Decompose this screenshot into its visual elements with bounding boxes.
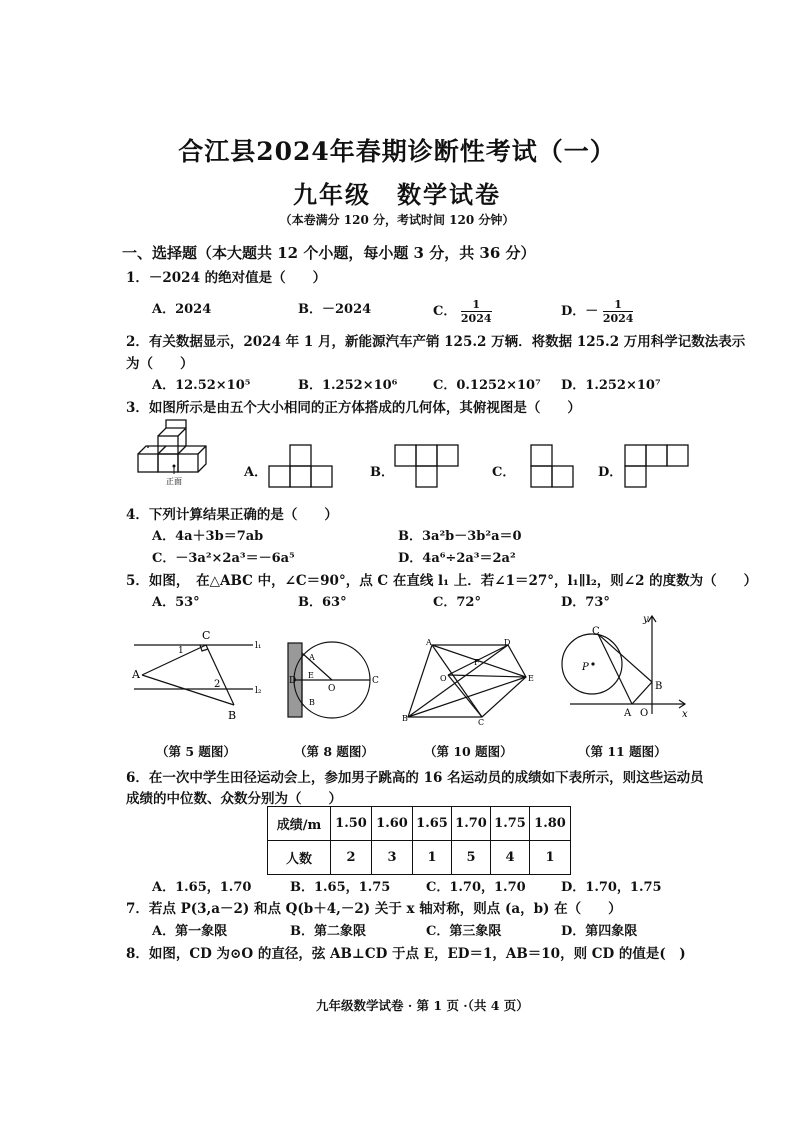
section-title: 一、选择题（本大题共 12 个小题，每小题 3 分，共 36 分） <box>122 244 536 262</box>
fig5-label-b: B <box>228 709 237 722</box>
q1-option-d-label: D．－ <box>561 304 599 319</box>
q4-option-c: C．－3a²×2a³＝－6a⁵ <box>152 551 295 566</box>
q3-option-b-label: B． <box>370 465 394 480</box>
table-cell: 1.65 <box>413 807 452 841</box>
q7-option-a: A．第一象限 <box>152 924 228 939</box>
figure-10 <box>398 635 538 725</box>
table-row-count <box>268 841 571 875</box>
question-5: 5．如图， 在△ABC 中，∠C＝90°，点 C 在直线 l₁ 上．若∠1＝27°，l₁∥l₂，则∠2 的度数为（ ） <box>126 573 758 589</box>
fig8-label-a: A <box>309 653 315 662</box>
q4-option-b: B．3a²b－3b²a＝0 <box>398 529 522 544</box>
table-cell: 4 <box>491 841 530 875</box>
fig10-label-b: B <box>402 714 408 723</box>
q2-option-b: B．1.252×10⁶ <box>298 378 398 393</box>
q3-option-c-figure <box>528 443 578 489</box>
q1-option-b: B．－2024 <box>298 302 372 317</box>
fig11-label-y: y <box>643 614 649 625</box>
q1-fraction-c <box>461 298 492 325</box>
table-cell: 1.80 <box>530 807 571 841</box>
q3-option-d-figure <box>622 443 692 489</box>
question-6-line2: 成绩的中位数、众数分别为（ ） <box>126 791 342 807</box>
fig5-label-a: A <box>132 668 140 681</box>
figure-11 <box>560 612 700 722</box>
page-footer: 九年级数学试卷 · 第 1 页 ·（共 4 页） <box>316 998 529 1013</box>
question-1: 1．－2024 的绝对值是（ ） <box>126 270 327 286</box>
q3-option-c-label: C． <box>492 465 516 480</box>
fig10-label-o: O <box>440 674 447 683</box>
fig8-label-b: B <box>309 698 315 707</box>
fig8-label-o: O <box>328 684 336 694</box>
fig11-label-p: P <box>582 662 589 673</box>
question-8: 8．如图，CD 为⊙O 的直径，弦 AB⊥CD 于点 E，ED＝1，AB＝10，则 CD 的值是( ) <box>126 946 686 962</box>
q4-option-a: A．4a＋3b＝7ab <box>152 529 264 544</box>
frac-denominator: 2024 <box>460 312 492 325</box>
q1-fraction-d <box>603 298 634 325</box>
question-3: 3．如图所示是由五个大小相同的正方体搭成的几何体，其俯视图是（ ） <box>126 400 581 416</box>
fig10-label-d: D <box>504 638 511 647</box>
q6-option-b: B．1.65，1.75 <box>290 880 391 895</box>
fig8-label-e: E <box>308 671 314 680</box>
q3-front-label: 正面 <box>166 477 182 486</box>
figure-8 <box>282 635 382 725</box>
figure-5 <box>128 625 268 725</box>
fig11-label-a: A <box>624 708 632 719</box>
exam-title: 合江县2024年春期诊断性考试（一） <box>178 137 616 166</box>
fig5-label-l1: l₁ <box>255 641 262 651</box>
table-cell: 1.75 <box>491 807 530 841</box>
fig10-label-f: F <box>474 658 480 667</box>
question-7: 7．若点 P(3,a－2) 和点 Q(b＋4,－2) 关于 x 轴对称，则点 (a，b) 在（ ） <box>126 901 622 917</box>
fig5-angle-2: 2 <box>214 679 221 690</box>
question-2-line2: 为（ ） <box>126 356 194 372</box>
question-2-line1: 2．有关数据显示，2024 年 1 月，新能源汽车产销 125.2 万辆．将数据 125.2 万用科学记数法表示 <box>126 334 746 350</box>
q7-option-d: D．第四象限 <box>561 924 638 939</box>
question-4: 4．下列计算结果正确的是（ ） <box>126 507 338 523</box>
frac-denominator: 2024 <box>602 312 634 325</box>
fig5-angle-1: 1 <box>178 646 184 656</box>
fig8-label-d: D <box>289 676 297 686</box>
q3-solid-figure <box>128 418 218 488</box>
q2-option-c: C．0.1252×10⁷ <box>433 378 541 393</box>
table-cell: 1 <box>413 841 452 875</box>
table-head-count: 人数 <box>268 841 331 875</box>
fig11-label-o: O <box>640 708 649 719</box>
q6-option-a: A．1.65，1.70 <box>152 880 252 895</box>
fig11-label-x: x <box>682 709 688 720</box>
q5-option-b: B．63° <box>298 595 347 610</box>
fig10-label-e: E <box>528 674 534 683</box>
exam-subtitle: 九年级 数学试卷 <box>293 180 501 209</box>
table-cell: 5 <box>452 841 491 875</box>
fig11-label-b: B <box>655 681 663 692</box>
table-cell: 1 <box>530 841 571 875</box>
table-cell: 1.70 <box>452 807 491 841</box>
exam-note: （本卷满分 120 分，考试时间 120 分钟） <box>279 213 515 227</box>
question-6-line1: 6．在一次中学生田径运动会上，参加男子跳高的 16 名运动员的成绩如下表所示，则这些运动员 <box>126 770 704 786</box>
fig10-label-a: A <box>426 638 432 647</box>
q2-option-d: D．1.252×10⁷ <box>561 378 661 393</box>
q1-option-a: A．2024 <box>152 302 212 317</box>
q5-option-d: D．73° <box>561 595 610 610</box>
q3-option-b-figure <box>392 443 462 489</box>
q2-option-a: A．12.52×10⁵ <box>152 378 251 393</box>
fig5-label-c: C <box>202 629 211 642</box>
caption-fig8: （第 8 题图） <box>294 744 374 759</box>
table-cell: 3 <box>372 841 413 875</box>
q7-option-b: B．第二象限 <box>290 924 366 939</box>
caption-fig11: （第 11 题图） <box>578 744 667 759</box>
fig8-label-c: C <box>372 676 379 686</box>
q7-option-c: C．第三象限 <box>426 924 502 939</box>
table-cell: 2 <box>331 841 372 875</box>
q1-option-d <box>561 298 633 325</box>
q1-option-c-label: C． <box>433 304 457 319</box>
caption-fig10: （第 10 题图） <box>424 744 513 759</box>
table-head-score: 成绩/m <box>268 807 331 841</box>
q6-option-c: C．1.70，1.70 <box>426 880 526 895</box>
scores-table <box>267 806 571 875</box>
q1-option-c <box>433 298 492 325</box>
q5-option-a: A．53° <box>152 595 200 610</box>
q6-option-d: D．1.70，1.75 <box>561 880 662 895</box>
table-row-scores <box>268 807 571 841</box>
q3-option-a-figure <box>266 443 336 489</box>
table-cell: 1.60 <box>372 807 413 841</box>
fig5-label-l2: l₂ <box>255 686 262 696</box>
caption-fig5: （第 5 题图） <box>156 744 236 759</box>
table-cell: 1.50 <box>331 807 372 841</box>
q5-option-c: C．72° <box>433 595 481 610</box>
q3-option-d-label: D． <box>598 465 623 480</box>
q4-option-d: D．4a⁶÷2a³＝2a² <box>398 551 516 566</box>
fig10-label-c: C <box>478 718 485 725</box>
fig11-label-c: C <box>592 626 600 637</box>
frac-numerator: 1 <box>614 298 622 311</box>
q3-option-a-label: A． <box>244 465 268 480</box>
frac-numerator: 1 <box>472 298 481 311</box>
